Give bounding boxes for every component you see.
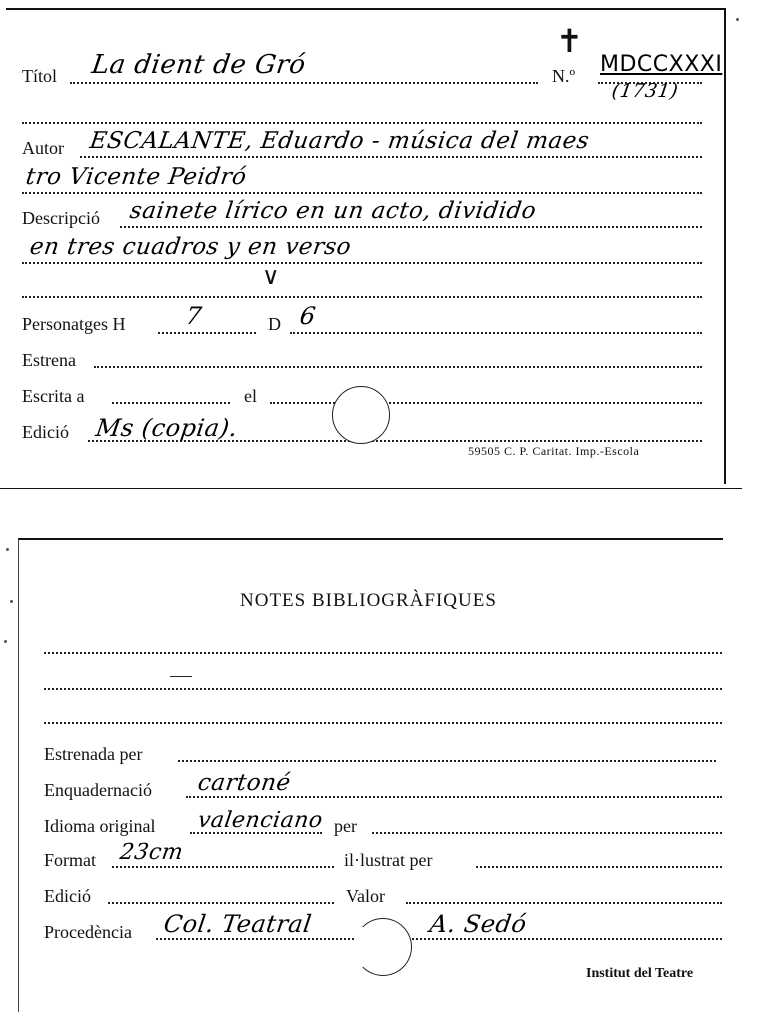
personatges-label: Personatges H: [22, 314, 126, 334]
escrita-label: Escrita a: [22, 386, 85, 406]
scan-speck: [6, 548, 9, 551]
punch-hole: [354, 918, 412, 976]
descripcio-line-1: [120, 226, 702, 228]
edicio-bottom-label: Edició: [44, 886, 91, 906]
descripcio-value-line-1: sainete lírico en un acto, dividido: [128, 198, 538, 224]
procedencia-value-2: A. Sedó: [428, 910, 529, 938]
scan-speck: [4, 640, 7, 643]
descripcio-label: Descripció: [22, 208, 100, 228]
autor-value-line-1: ESCALANTE, Eduardo - música del maes: [88, 128, 591, 154]
notes-line-1: [44, 652, 722, 654]
enquadernacio-value: cartoné: [196, 770, 293, 796]
edicio-bottom-line: [108, 902, 334, 904]
printer-note: 59505 C. P. Caritat. Imp.-Escola: [468, 444, 640, 458]
dash-mark: [170, 676, 192, 677]
autor-line-2: [22, 192, 702, 194]
idioma-per-label: per: [334, 816, 357, 836]
scan-speck: [10, 600, 13, 603]
format-line: [112, 866, 334, 868]
scan-speck: [736, 18, 739, 21]
idioma-label: Idioma original: [44, 816, 156, 836]
procedencia-value: Col. Teatral: [162, 910, 314, 938]
autor-line-1: [80, 156, 702, 158]
escrita-line: [112, 402, 230, 404]
valor-line: [406, 902, 722, 904]
numero-year: (1731): [610, 80, 680, 102]
institution-name: Institut del Teatre: [586, 966, 694, 981]
idioma-value: valenciano: [196, 808, 325, 833]
format-value: 23cm: [118, 840, 185, 865]
estrenada-line: [178, 760, 716, 762]
estrena-label: Estrena: [22, 350, 76, 370]
notes-heading: NOTES BIBLIOGRÀFIQUES: [240, 590, 497, 611]
personatges-d-line: [290, 332, 702, 334]
edicio-label: Edició: [22, 422, 69, 442]
estrenada-label: Estrenada per: [44, 744, 143, 764]
cross-mark: ✝: [556, 22, 583, 60]
titol-line: [70, 82, 538, 84]
valor-label: Valor: [346, 886, 385, 906]
edicio-value: Ms (copia).: [94, 414, 240, 442]
descripcio-value-line-2: en tres cuadros y en verso: [28, 234, 353, 260]
autor-value-line-2: tro Vicente Peidró: [24, 164, 249, 190]
notes-line-2: [44, 688, 722, 690]
card-separator-line: [0, 488, 742, 489]
autor-label: Autor: [22, 138, 64, 158]
personatges-d-label: D: [268, 314, 281, 334]
format-label: Format: [44, 850, 96, 870]
blank-line: [22, 296, 702, 298]
procedencia-line: [156, 938, 722, 940]
illustrat-line: [476, 866, 722, 868]
caret-mark: ∨: [262, 262, 280, 290]
titol-label: Títol: [22, 66, 57, 86]
idioma-per-line: [372, 832, 722, 834]
notes-line-3: [44, 722, 722, 724]
illustrat-label: il·lustrat per: [344, 850, 433, 870]
descripcio-line-2: [22, 262, 702, 264]
personatges-d-value: 6: [298, 302, 318, 330]
titol-value: La dient de Gró: [89, 50, 308, 80]
procedencia-label: Procedència: [44, 922, 132, 942]
personatges-h-line: [158, 332, 256, 334]
numero-value: MDCCXXXI: [600, 52, 723, 77]
blank-line: [22, 122, 702, 124]
enquadernacio-line: [186, 796, 722, 798]
estrena-line: [94, 366, 702, 368]
punch-hole: [332, 386, 390, 444]
escrita-el-label: el: [244, 386, 257, 406]
personatges-h-value: 7: [184, 302, 204, 330]
enquadernacio-label: Enquadernació: [44, 780, 152, 800]
numero-label: N.º: [552, 66, 576, 86]
